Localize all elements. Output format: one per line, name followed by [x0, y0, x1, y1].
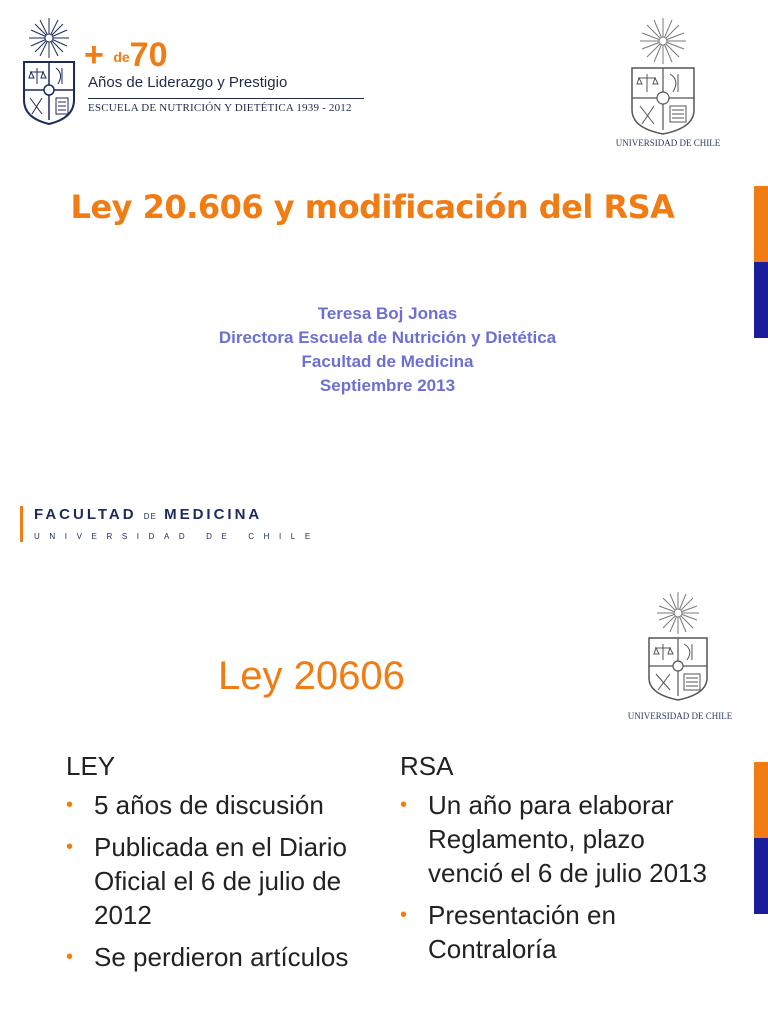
faculty-logo-bar — [20, 506, 23, 542]
bullet-icon: • — [66, 946, 74, 968]
university-seal-icon — [18, 14, 80, 126]
bullet-icon: • — [66, 836, 74, 858]
author-date: Septiembre 2013 — [319, 376, 456, 395]
accent-bar-orange — [754, 762, 768, 838]
anniversary-tagline: Años de Liderazgo y Prestigio — [88, 74, 288, 91]
anniversary-number: + de70 — [84, 36, 168, 74]
author-role: Directora Escuela de Nutrición y Dietética — [218, 328, 557, 347]
slide-ley — [0, 578, 768, 1024]
university-seal-icon — [636, 590, 720, 702]
list-item: • 5 años de discusión — [66, 790, 324, 820]
slide-ley-heading: Ley 20606 — [218, 654, 405, 698]
faculty-logo: FACULTAD DE MEDICINA — [34, 506, 263, 523]
bullet-icon: • — [66, 794, 74, 816]
author-block — [0, 302, 768, 398]
rsa-column — [400, 750, 710, 974]
list-item: • Publicada en el Diario Oficial el 6 de julio de 2012 — [66, 832, 347, 930]
author-name: Teresa Boj Jonas — [317, 304, 458, 323]
university-label: UNIVERSIDAD DE CHILE — [615, 138, 721, 148]
list-item: • Presentación en Contraloría — [400, 900, 616, 964]
rsa-heading: RSA — [400, 751, 454, 781]
bullet-icon: • — [400, 794, 408, 816]
university-label: UNIVERSIDAD DE CHILE — [627, 711, 733, 721]
university-seal-icon — [618, 16, 708, 136]
slide-title-heading: Ley 20.606 y modificación del RSA — [70, 188, 675, 226]
author-faculty: Facultad de Medicina — [301, 352, 474, 371]
accent-bar-orange — [754, 186, 768, 262]
accent-bar-blue — [754, 838, 768, 914]
list-item: • Un año para elaborar Reglamento, plazo venció el 6 de julio 2013 — [400, 790, 707, 888]
ley-heading: LEY — [66, 751, 116, 781]
faculty-logo-subtitle: UNIVERSIDAD DE CHILE — [34, 532, 320, 541]
divider — [88, 98, 364, 99]
anniversary-school: ESCUELA DE NUTRICIÓN Y DIETÉTICA 1939 - 2012 — [88, 102, 352, 114]
list-item: • Se perdieron artículos — [66, 942, 349, 972]
ley-column — [66, 750, 376, 982]
bullet-icon: • — [400, 904, 408, 926]
